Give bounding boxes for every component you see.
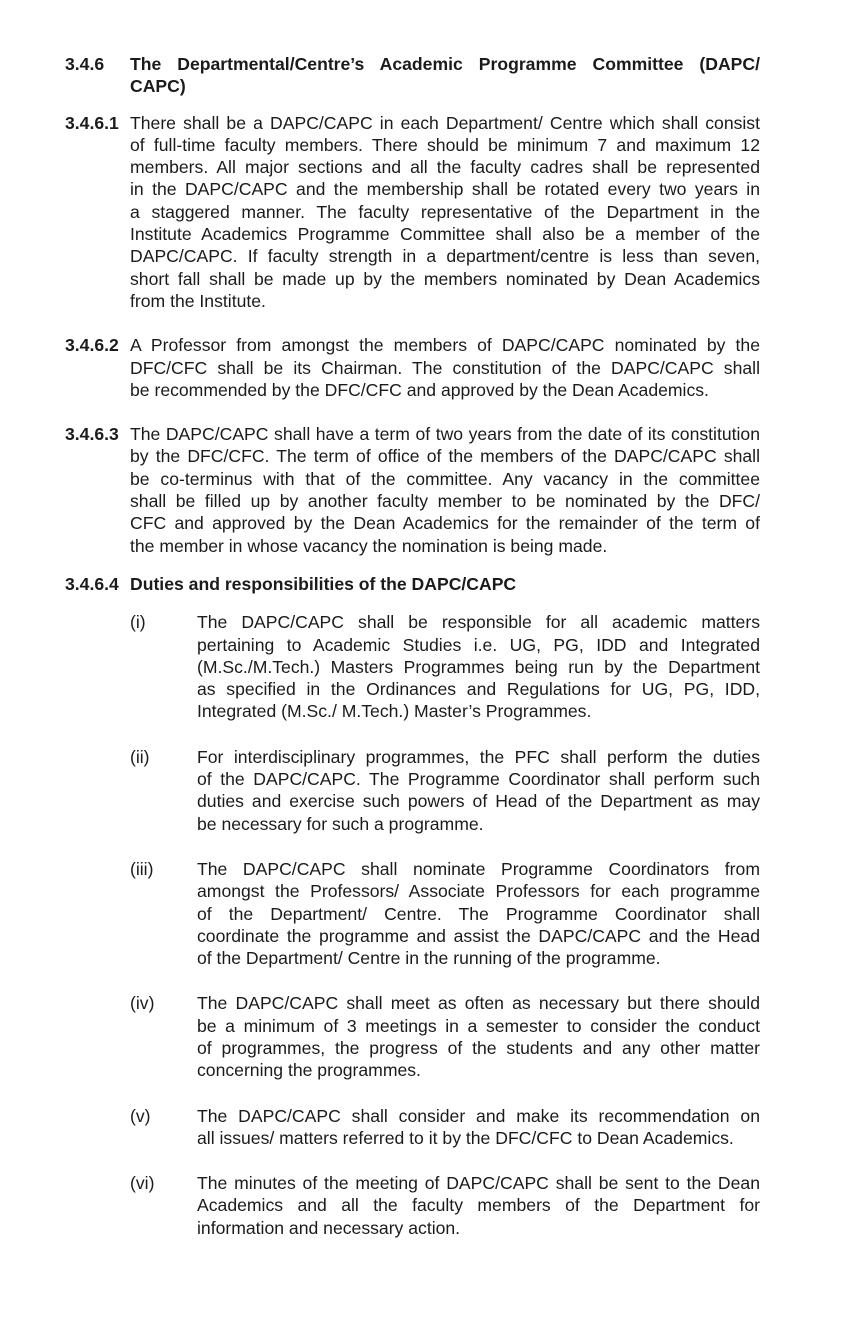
text-line: A Professor from amongst the members of DAPC/CAPC nominated by the — [130, 335, 760, 356]
list-item-ii — [130, 746, 760, 835]
text-line: of the DAPC/CAPC. The Programme Coordinator shall perform such — [197, 769, 760, 790]
text-line: The Departmental/Centre’s Academic Programme Committee (DAPC/ — [130, 54, 760, 74]
text-line: Institute Academics Programme Committee shall also be a member of the — [130, 224, 760, 245]
text-line: from the Institute. — [130, 290, 266, 311]
text-line: the member in whose vacancy the nomination is being made. — [130, 535, 608, 556]
text-line: CFC and approved by the Dean Academics for the remainder of the term of — [130, 513, 760, 534]
text-line: in the DAPC/CAPC and the membership shall be rotated every two years in — [130, 179, 760, 200]
text-line: of the Department/ Centre. The Programme Coordinator shall — [197, 903, 760, 924]
subsection-number: 3.4.6.4 — [65, 573, 119, 594]
paragraph-text — [130, 112, 760, 313]
paragraph-number: 3.4.6.3 — [65, 424, 119, 445]
text-line: amongst the Professors/ Associate Professors for each programme — [197, 881, 760, 902]
list-item-text — [197, 1172, 760, 1239]
list-marker: (i) — [130, 612, 146, 633]
text-line: coordinate the programme and assist the DAPC/CAPC and the Head — [197, 925, 760, 946]
list-item-text — [197, 992, 760, 1081]
list-item-text — [197, 611, 760, 722]
text-line: of the Department/ Centre in the running of the programme. — [197, 948, 661, 969]
list-item-text — [197, 858, 760, 969]
list-marker: (v) — [130, 1105, 151, 1126]
text-line: Integrated (M.Sc./ M.Tech.) Master’s Programmes. — [197, 701, 592, 722]
text-line: shall be filled up by another faculty member to be nominated by the DFC/ — [130, 491, 760, 512]
text-line: be co-terminus with that of the committee. Any vacancy in the committee — [130, 468, 760, 489]
text-line: There shall be a DAPC/CAPC in each Department/ Centre which shall consist — [130, 112, 760, 133]
text-line: The DAPC/CAPC shall meet as often as necessary but there should — [197, 993, 760, 1014]
text-line: The DAPC/CAPC shall have a term of two years from the date of its constitution — [130, 424, 760, 445]
text-line: concerning the programmes. — [197, 1060, 421, 1081]
list-item-vi — [130, 1172, 760, 1239]
paragraph-3463 — [65, 423, 760, 557]
text-line: DAPC/CAPC. If faculty strength in a department/centre is less than seven, — [130, 246, 760, 267]
list-item-iii — [130, 858, 760, 969]
duties-list — [130, 611, 760, 1239]
paragraph-number: 3.4.6.1 — [65, 112, 119, 133]
text-line: of full-time faculty members. There should be minimum 7 and maximum 12 — [130, 134, 760, 155]
list-item-i — [130, 611, 760, 722]
section-heading — [65, 53, 760, 98]
text-line: short fall shall be made up by the members nominated by Dean Academics — [130, 268, 760, 289]
list-marker: (iv) — [130, 993, 155, 1014]
text-line: by the DFC/CFC. The term of office of the members of the DAPC/CAPC shall — [130, 446, 760, 467]
text-line: duties and exercise such powers of Head of the Department as may — [197, 791, 760, 812]
text-line: as specified in the Ordinances and Regulations for UG, PG, IDD, — [197, 679, 760, 700]
paragraph-text — [130, 423, 760, 557]
text-line: The DAPC/CAPC shall be responsible for all academic matters — [197, 612, 760, 633]
text-line: a staggered manner. The faculty representative of the Department in the — [130, 201, 760, 222]
text-line: pertaining to Academic Studies i.e. UG, PG, IDD and Integrated — [197, 634, 760, 655]
list-marker: (iii) — [130, 858, 154, 879]
paragraph-3462 — [65, 334, 760, 401]
paragraph-text — [130, 334, 760, 401]
text-line: of programmes, the progress of the students and any other matter — [197, 1037, 760, 1058]
text-line: DFC/CFC shall be its Chairman. The constitution of the DAPC/CAPC shall — [130, 357, 760, 378]
text-line: The DAPC/CAPC shall nominate Programme Coordinators from — [197, 858, 760, 879]
subsection-title: Duties and responsibilities of the DAPC/CAPC — [130, 573, 517, 594]
subsection-heading — [65, 573, 760, 595]
text-line: be necessary for such a programme. — [197, 813, 484, 834]
text-line: (M.Sc./M.Tech.) Masters Programmes being run by the Department — [197, 656, 760, 677]
text-line: be a minimum of 3 meetings in a semester to consider the conduct — [197, 1015, 760, 1036]
text-line: members. All major sections and all the faculty cadres shall be represented — [130, 157, 760, 178]
text-line: The DAPC/CAPC shall consider and make its recommendation on — [197, 1105, 760, 1126]
paragraph-3461 — [65, 112, 760, 313]
text-line: be recommended by the DFC/CFC and approved by the Dean Academics. — [130, 379, 709, 400]
list-item-v — [130, 1105, 760, 1150]
list-item-text — [197, 746, 760, 835]
text-line: Academics and all the faculty members of the Department for — [197, 1195, 760, 1216]
text-line: information and necessary action. — [197, 1217, 461, 1238]
list-marker: (vi) — [130, 1173, 155, 1194]
list-item-iv — [130, 992, 760, 1081]
text-line: For interdisciplinary programmes, the PFC shall perform the duties — [197, 746, 760, 767]
text-line: The minutes of the meeting of DAPC/CAPC shall be sent to the Dean — [197, 1173, 760, 1194]
section-number: 3.4.6 — [65, 54, 105, 74]
text-line: CAPC) — [130, 76, 186, 97]
text-line: all issues/ matters referred to it by the DFC/CFC to Dean Academics. — [197, 1127, 734, 1148]
paragraph-number: 3.4.6.2 — [65, 335, 119, 356]
list-marker: (ii) — [130, 746, 150, 767]
section-heading-title — [130, 53, 760, 98]
list-item-text — [197, 1105, 760, 1150]
